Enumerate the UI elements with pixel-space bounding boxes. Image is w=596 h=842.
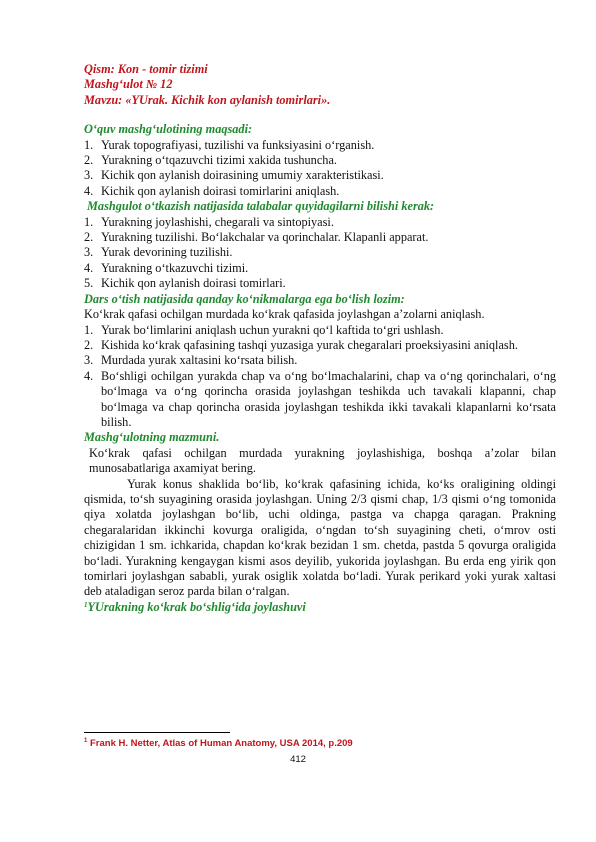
goals-heading: O‘quv mashg‘ulotining maqsadi:: [84, 122, 253, 137]
list-item: 3. Yurak devorining tuzilishi.: [84, 245, 233, 260]
list-item: 3. Kichik qon aylanish doirasining umumiy xarakteristikasi.: [84, 168, 384, 183]
skills-heading: Dars o‘tish natijasida qanday ko‘nikmalarga ega bo‘lish lozim:: [84, 291, 405, 306]
list-item: 1. Yurakning joylashishi, chegarali va sintopiyasi.: [84, 214, 334, 229]
goals-list: [84, 138, 556, 200]
list-item: 1. Yurak topografiyasi, tuzilishi va funksiyasini o‘rganish.: [84, 137, 375, 152]
topic-title: Mavzu: «YUrak. Kichik kon aylanish tomirlari».: [84, 92, 331, 107]
list-item: 2. Yurakning tuzilishi. Bo‘lakchalar va qorinchalar. Klapanli apparat.: [84, 230, 429, 245]
lesson-number: Mashg‘ulot № 12: [84, 77, 173, 92]
content-paragraph: Yurak konus shaklida bo‘lib, ko‘krak qafasining ichida, ko‘ks oraligining oldingi qismida, to‘sh suyagining orasida joylashgan. Uning 2/3 qismi chap, 1/3 qismi o‘ng tomonida qiya xolatda joylashgan bo‘lib, uchi oldinga, pastga va chapga qaragan. Prakning chegaralaridan ikkinchi kovurga oraligida, o‘ngdan to‘sh suyagining cheti, o‘mrov osti chizigidan 1 sm. ichkarida, chapdan ko‘krak bezidan 1 sm. chetda, pastda 5 qovurga oraligida bo‘ladi. Yurakning kengaygan kismi asos deyilib, yukorida joylashgan. Bu erda eng yirik qon tomirlari joylashgan sababli, yurak osiglik xolatda bo‘ladi. Yurak perikard yoki yurak xaltasi deb ataladigan seroz parda bilan o‘ralgan.: [84, 476, 556, 599]
knowledge-list: [84, 215, 556, 292]
list-item: 4. Kichik qon aylanish doirasi tomirlarini aniqlash.: [84, 183, 340, 198]
footnote-divider: [84, 732, 230, 733]
list-item: 2. Kishida ko‘krak qafasining tashqi yuzasiga yurak chegaralari proeksiyasini aniqlash.: [84, 337, 518, 352]
list-item: 3. Murdada yurak xaltasini ko‘rsata bilish.: [84, 353, 298, 368]
content-lead: Ko‘krak qafasi ochilgan murdada yurakning joylashishiga, boshqa a’zolar bilan munosabatlariga axamiyat bering.: [89, 445, 556, 476]
list-item: 2. Yurakning o‘tqazuvchi tizimi xakida tushuncha.: [84, 153, 337, 168]
list-item: 4. Yurakning o‘tkazuvchi tizimi.: [84, 260, 249, 275]
footnote: $^1$ Frank H. Netter, Atlas of Human Anatomy, USA 2014, p.209: [84, 738, 353, 749]
section-title: Qism: Kon - tomir tizimi: [84, 62, 208, 76]
knowledge-heading: Mashgulot o‘tkazish natijasida talabalar quyidagilarni bilishi kerak:: [87, 199, 435, 214]
list-item: 5. Kichik qon aylanish doirasi tomirlari.: [84, 276, 286, 291]
page-number: 412: [290, 754, 306, 765]
figure-caption: $^1$YUrakning ko‘krak bo‘shlig‘ida joylashuvi: [84, 599, 306, 614]
skills-list: [84, 323, 556, 431]
skills-intro: Ko‘krak qafasi ochilgan murdada ko‘krak qafasida joylashgan a’zolarni aniqlash.: [84, 307, 485, 322]
content-heading: Mashg‘ulotning mazmuni.: [84, 430, 220, 445]
list-item: 4. Bo‘shligi ochilgan yurakda chap va o‘ng bo‘lmachalarini, chap va o‘ng qorinchalari, o‘ng bo‘lmaga va o‘ng qorincha orasida joylashgan teshikda uch tavakali klapanni, chap bo‘lmaga va chap qorincha orasida joylashgan teshikda ikki tavakali klapanlarni ko‘rsata bilish.: [84, 368, 556, 429]
list-item: 1. Yurak bo‘limlarini aniqlash uchun yurakni qo‘l kaftida to‘gri ushlash.: [84, 322, 444, 337]
document-body: [84, 62, 556, 615]
